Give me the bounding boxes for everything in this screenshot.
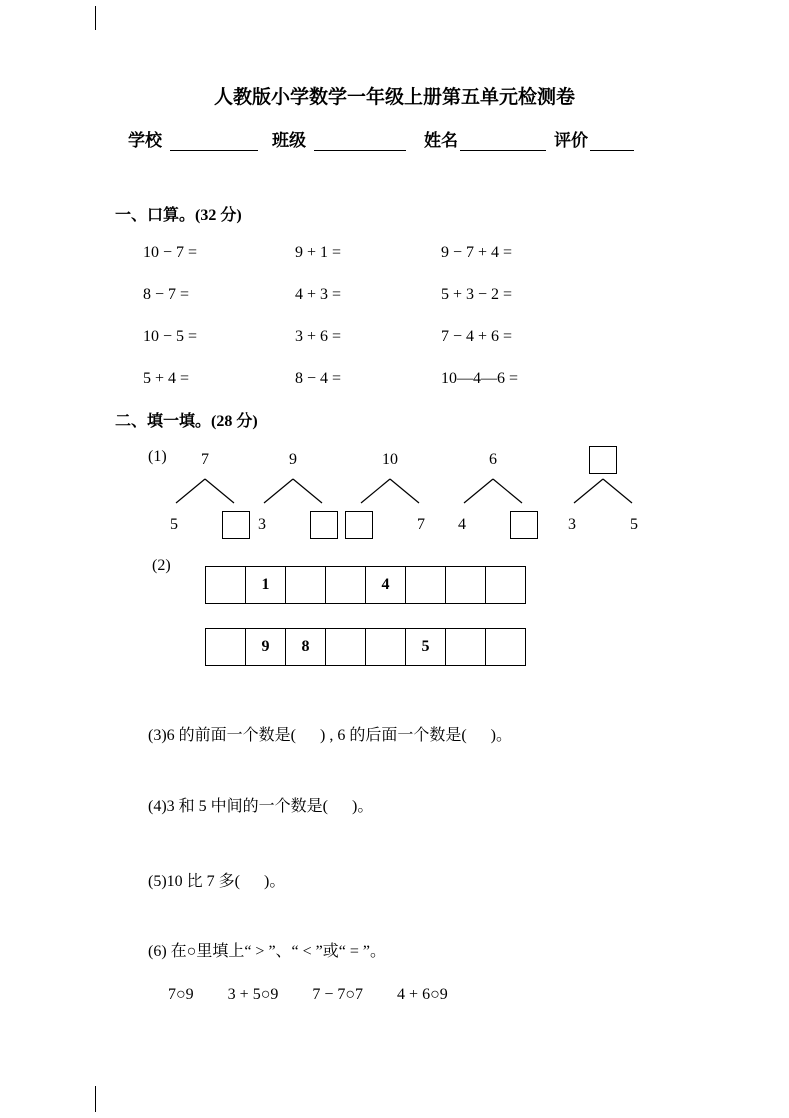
evaluation-blank	[590, 129, 634, 151]
oral-problem: 5 + 4 =	[143, 370, 190, 387]
question-2-label: (2)	[152, 557, 171, 574]
question-6-text: (6) 在○里填上“ > ”、“ < ”或“ = ”。	[148, 943, 387, 960]
answer-box	[510, 511, 538, 539]
bond-top-number: 7	[201, 451, 209, 468]
class-blank	[314, 129, 406, 151]
bond-branches	[345, 477, 435, 505]
bond-leaf-number: 3	[258, 516, 266, 533]
number-bond-tree	[248, 445, 338, 539]
class-label: 班级	[272, 131, 306, 150]
sequence-cell	[445, 628, 486, 666]
sequence-cell	[205, 566, 246, 604]
answer-box	[310, 511, 338, 539]
oral-problem: 10—4—6 =	[441, 370, 519, 387]
oral-problem: 8 − 7 =	[143, 286, 190, 303]
bond-branches	[448, 477, 538, 505]
comparison-problems-row	[168, 986, 448, 1004]
header-fields	[128, 127, 634, 151]
sequence-cell	[485, 628, 526, 666]
bond-branches	[160, 477, 250, 505]
section-1-heading: 一、口算。(32 分)	[115, 207, 242, 224]
sequence-cell: 5	[405, 628, 446, 666]
page-margin-mark-top	[95, 6, 96, 30]
sequence-cell	[485, 566, 526, 604]
oral-problems-grid	[143, 243, 621, 389]
oral-problem: 9 + 1 =	[295, 244, 342, 261]
answer-box	[345, 511, 373, 539]
bond-top-number: 10	[382, 451, 398, 468]
sequence-cell	[405, 566, 446, 604]
sequence-cell: 9	[245, 628, 286, 666]
sequence-cell: 4	[365, 566, 406, 604]
sequence-cell: 8	[285, 628, 326, 666]
comparison-item: 7○9	[168, 986, 194, 1003]
sequence-cell	[365, 628, 406, 666]
school-label: 学校	[128, 131, 162, 150]
section-2-heading: 二、填一填。(28 分)	[115, 413, 258, 430]
bond-branches	[558, 477, 648, 505]
sequence-cell: 1	[245, 566, 286, 604]
number-bond-tree	[160, 445, 250, 539]
sequence-cell	[325, 628, 366, 666]
name-label: 姓名	[424, 131, 458, 150]
number-sequence-row-1	[205, 566, 526, 604]
number-bond-tree	[448, 445, 538, 539]
comparison-item: 3 + 5○9	[227, 986, 279, 1003]
bond-leaf-number: 5	[630, 516, 638, 533]
school-blank	[170, 129, 258, 151]
oral-problem: 7 − 4 + 6 =	[441, 328, 513, 345]
comparison-item: 7 − 7○7	[312, 986, 364, 1003]
sequence-cell	[325, 566, 366, 604]
number-bond-tree	[558, 445, 648, 539]
oral-problem: 3 + 6 =	[295, 328, 342, 345]
bond-branches	[248, 477, 338, 505]
comparison-item: 4 + 6○9	[397, 986, 448, 1003]
bond-leaf-number: 7	[417, 516, 425, 533]
question-4-text: (4)3 和 5 中间的一个数是( )。	[148, 798, 374, 815]
bond-top-number: 6	[489, 451, 497, 468]
sequence-cell	[445, 566, 486, 604]
oral-problem: 10 − 7 =	[143, 244, 198, 261]
answer-box	[589, 446, 617, 474]
sequence-cell	[285, 566, 326, 604]
oral-problem: 4 + 3 =	[295, 286, 342, 303]
page-margin-mark-bottom	[95, 1086, 96, 1112]
page-title: 人教版小学数学一年级上册第五单元检测卷	[213, 87, 575, 108]
number-sequence-row-2	[205, 628, 526, 666]
evaluation-label: 评价	[554, 131, 588, 150]
bond-top-number: 9	[289, 451, 297, 468]
bond-leaf-number: 3	[568, 516, 576, 533]
answer-box	[222, 511, 250, 539]
oral-problem: 5 + 3 − 2 =	[441, 286, 513, 303]
oral-problem: 9 − 7 + 4 =	[441, 244, 513, 261]
sequence-cell	[205, 628, 246, 666]
question-5-text: (5)10 比 7 多( )。	[148, 873, 286, 890]
bond-leaf-number: 5	[170, 516, 178, 533]
oral-problem: 8 − 4 =	[295, 370, 342, 387]
question-1-label: (1)	[148, 448, 167, 465]
bond-leaf-number: 4	[458, 516, 466, 533]
number-bond-tree	[345, 445, 435, 539]
name-blank	[460, 129, 546, 151]
question-3-text: (3)6 的前面一个数是( ) , 6 的后面一个数是( )。	[148, 727, 512, 744]
oral-problem: 10 − 5 =	[143, 328, 198, 345]
